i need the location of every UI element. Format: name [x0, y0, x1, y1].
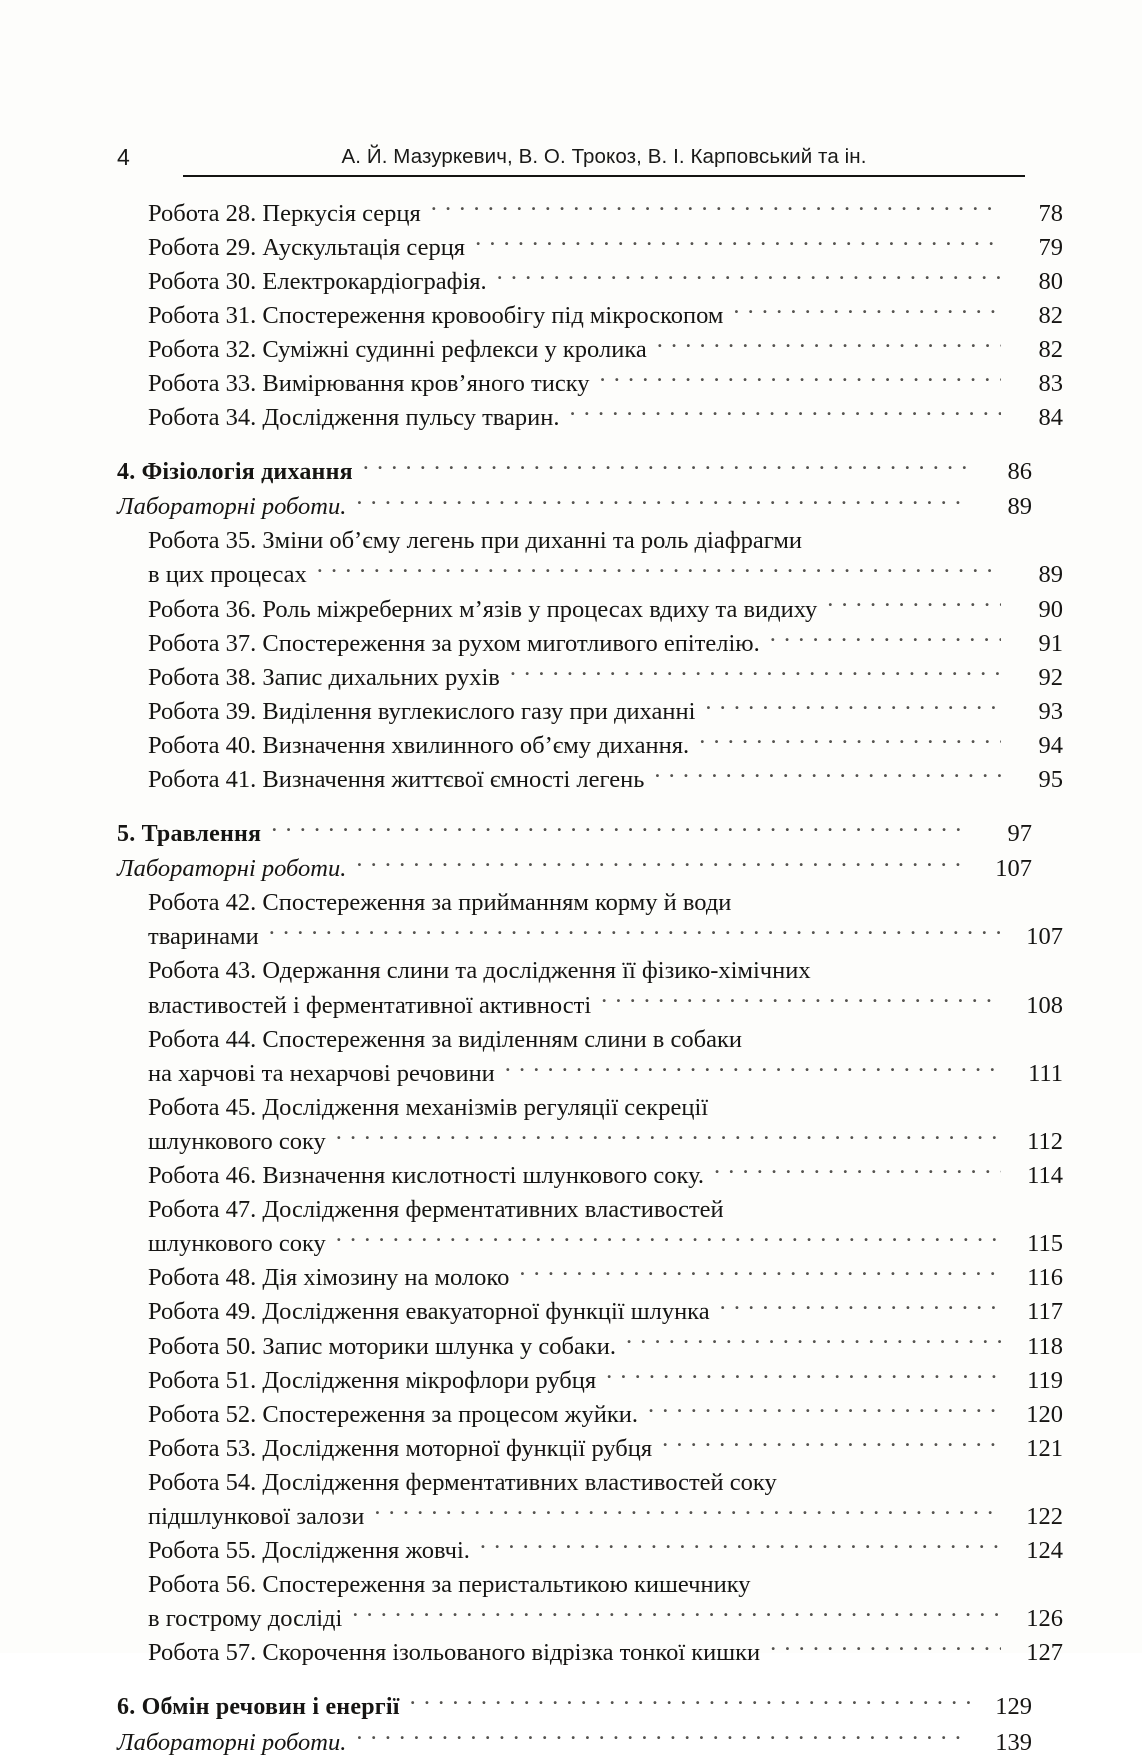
toc-leader-dots [356, 490, 970, 515]
toc-entry-label: Робота 56. Спостереження за перистальтикою кишечнику [148, 1571, 751, 1599]
toc-leader-dots [480, 1534, 1001, 1559]
toc-entry-label: Робота 42. Спостереження за прийманням корму й води [148, 889, 732, 917]
toc-entry-label: на харчові та нехарчові речовини [148, 1059, 495, 1087]
toc-entry-label: Робота 51. Дослідження мікрофлори рубця [148, 1366, 597, 1394]
toc-entry-page-number: 118 [1027, 1332, 1063, 1360]
toc-entry-page-number: 93 [1038, 697, 1063, 725]
toc-entry-page-number: 79 [1038, 233, 1063, 261]
toc-entry-label: Робота 40. Визначення хвилинного об’єму дихання. [148, 731, 690, 759]
toc-entry-page-number: 127 [1026, 1639, 1063, 1667]
toc-entry[interactable] [117, 1193, 1063, 1227]
toc-entry[interactable] [117, 524, 1063, 558]
toc-leader-dots [648, 1397, 1001, 1422]
toc-entry-page-number: 82 [1038, 301, 1063, 329]
toc-entry-label: Лабораторні роботи. [117, 493, 347, 521]
toc-entry-page-number: 117 [1027, 1298, 1063, 1326]
toc-entry[interactable] [117, 1261, 1063, 1295]
toc-leader-dots [812, 524, 1001, 549]
toc-entry-page-number: 92 [1038, 663, 1063, 691]
toc-subsection-entry[interactable] [117, 852, 1032, 886]
toc-entry-page-number: 126 [1026, 1605, 1063, 1633]
toc-section-entry[interactable] [117, 817, 1032, 852]
toc-leader-dots [734, 1193, 1001, 1218]
toc-leader-dots [356, 1725, 970, 1750]
toc-entry[interactable] [117, 264, 1063, 298]
toc-leader-dots [733, 298, 1001, 323]
toc-leader-dots [699, 728, 1001, 753]
toc-entry[interactable] [117, 196, 1063, 230]
toc-entry[interactable] [117, 954, 1063, 988]
toc-leader-dots [269, 920, 1001, 945]
toc-entry-label: Робота 44. Спостереження за виділенням слини в собаки [148, 1025, 742, 1053]
header-authors: А. Й. Мазуркевич, В. О. Трокоз, В. І. Карповський та ін. [341, 145, 867, 168]
toc-entry-continuation[interactable] [117, 1056, 1063, 1090]
toc-entry[interactable] [117, 626, 1063, 660]
toc-entry-continuation[interactable] [117, 1602, 1063, 1636]
toc-entry-page-number: 107 [1026, 923, 1063, 951]
toc-entry-label: 6. Обмін речовин і енергії [117, 1694, 400, 1721]
toc-entry-page-number: 129 [995, 1693, 1032, 1721]
toc-entry-label: Лабораторні роботи. [117, 1728, 347, 1756]
toc-entry[interactable] [117, 1568, 1063, 1602]
toc-entry[interactable] [117, 1363, 1063, 1397]
toc-entry[interactable] [117, 1022, 1063, 1056]
toc-leader-dots [410, 1690, 970, 1715]
toc-entry-label: Робота 46. Визначення кислотності шлункового соку. [148, 1162, 705, 1190]
toc-leader-dots [657, 332, 1001, 357]
toc-leader-dots [317, 558, 1001, 583]
toc-entry-page-number: 116 [1027, 1264, 1063, 1292]
toc-entry-label: Робота 33. Вимірювання кров’яного тиску [148, 369, 590, 397]
toc-entry-label: Робота 34. Дослідження пульсу тварин. [148, 404, 560, 432]
toc-entry[interactable] [117, 1465, 1063, 1499]
toc-leader-dots [770, 626, 1001, 651]
toc-leader-dots [271, 817, 970, 842]
section-spacer [117, 797, 1032, 817]
toc-leader-dots [519, 1261, 1001, 1286]
toc-entry[interactable] [117, 1397, 1063, 1431]
toc-entry-page-number: 86 [1007, 458, 1032, 486]
page-number: 4 [117, 144, 130, 170]
toc-leader-dots [761, 1568, 1001, 1593]
toc-entry-label: Робота 36. Роль міжреберних м’язів у процесах вдиху та видиху [148, 595, 818, 623]
toc-entry[interactable] [117, 763, 1063, 797]
toc-entry[interactable] [117, 694, 1063, 728]
toc-entry-page-number: 115 [1027, 1230, 1063, 1258]
toc-entry-label: Лабораторні роботи. [117, 855, 347, 883]
toc-leader-dots [787, 1465, 1001, 1490]
toc-entry-continuation[interactable] [117, 1499, 1063, 1533]
toc-entry-page-number: 84 [1038, 404, 1063, 432]
toc-entry[interactable] [117, 1329, 1063, 1363]
toc-entry-label: Робота 50. Запис моторики шлунка у собаки. [148, 1332, 616, 1360]
toc-leader-dots [352, 1602, 1001, 1627]
toc-entry-label: властивостей і ферментативної активності [148, 991, 592, 1019]
section-spacer [117, 1670, 1032, 1690]
section-spacer [117, 435, 1032, 455]
toc-entry-label: Робота 52. Спостереження за процесом жуйки. [148, 1400, 638, 1428]
toc-leader-dots [505, 1056, 1001, 1081]
toc-entry-continuation[interactable] [117, 988, 1063, 1022]
toc-entry-page-number: 114 [1027, 1162, 1063, 1190]
toc-entry-page-number: 120 [1026, 1400, 1063, 1428]
toc-leader-dots [475, 230, 1001, 255]
toc-leader-dots [626, 1329, 1001, 1354]
toc-leader-dots [662, 1431, 1001, 1456]
toc-leader-dots [606, 1363, 1001, 1388]
toc-entry[interactable] [117, 366, 1063, 400]
toc-leader-dots [752, 1022, 1001, 1047]
toc-entry-page-number: 107 [995, 855, 1032, 883]
toc-entry-page-number: 122 [1026, 1502, 1063, 1530]
toc-leader-dots [601, 988, 1001, 1013]
toc-leader-dots [356, 852, 970, 877]
toc-entry-label: в цих процесах [148, 561, 307, 589]
toc-entry-page-number: 108 [1026, 991, 1063, 1019]
toc-entry-label: Робота 53. Дослідження моторної функції рубця [148, 1434, 653, 1462]
toc-entry-label: Робота 55. Дослідження жовчі. [148, 1537, 470, 1565]
toc-entry-label: Робота 30. Електрокардіографія. [148, 267, 487, 295]
toc-entry-page-number: 95 [1038, 766, 1063, 793]
toc-entry[interactable] [117, 1159, 1063, 1193]
toc-entry-page-number: 121 [1026, 1434, 1063, 1462]
toc-entry-page-number: 89 [1007, 493, 1032, 521]
toc-entry[interactable] [117, 230, 1063, 264]
toc-entry-label: Робота 47. Дослідження ферментативних властивостей [148, 1196, 724, 1224]
toc-entry-label: Робота 31. Спостереження кровообігу під мікроскопом [148, 301, 724, 329]
toc-entry-page-number: 119 [1027, 1366, 1063, 1394]
toc-entry-page-number: 90 [1038, 595, 1063, 623]
toc-leader-dots [821, 954, 1001, 979]
toc-entry[interactable] [117, 1090, 1063, 1124]
toc-entry[interactable] [117, 660, 1063, 694]
toc-entry[interactable] [117, 1431, 1063, 1465]
toc-leader-dots [705, 694, 1001, 719]
toc-entry-label: Робота 39. Виділення вуглекислого газу при диханні [148, 697, 696, 725]
toc-entry-page-number: 97 [1007, 820, 1032, 848]
header-rule [183, 175, 1025, 177]
toc-leader-dots [374, 1499, 1001, 1524]
toc-leader-dots [497, 264, 1001, 289]
toc-leader-dots [336, 1124, 1001, 1149]
toc-entry-label: Робота 43. Одержання слини та дослідження її фізико-хімічних [148, 957, 811, 985]
toc-entry-label: Робота 29. Аускультація серця [148, 233, 466, 261]
toc-entry-label: Робота 35. Зміни об’єму легень при диханні та роль діафрагми [148, 527, 803, 555]
toc-leader-dots [718, 1090, 1001, 1115]
toc-entry-page-number: 139 [995, 1728, 1032, 1756]
toc-leader-dots [336, 1227, 1001, 1252]
toc-entry-page-number: 112 [1027, 1127, 1063, 1155]
toc-entry-continuation[interactable] [117, 1227, 1063, 1261]
toc-entry-label: Робота 37. Спостереження за рухом миготливого епітелію. [148, 629, 760, 657]
toc-leader-dots [720, 1295, 1001, 1320]
toc-entry-label: Робота 41. Визначення життєвої ємності легень [148, 766, 645, 793]
toc-entry-continuation[interactable] [117, 1124, 1063, 1158]
toc-entry[interactable] [117, 1534, 1063, 1568]
toc-leader-dots [363, 455, 970, 480]
toc-entry-label: підшлункової залози [148, 1502, 365, 1530]
toc-entry-label: Робота 54. Дослідження ферментативних властивостей соку [148, 1468, 777, 1496]
toc-subsection-entry[interactable] [117, 490, 1032, 524]
toc-entry-label: 4. Фізіологія дихання [117, 459, 353, 486]
toc-entry-label: 5. Травлення [117, 821, 262, 848]
toc-entry[interactable] [117, 298, 1063, 332]
toc-entry-page-number: 83 [1038, 369, 1063, 397]
toc-leader-dots [570, 401, 1002, 426]
running-head [117, 142, 1025, 182]
toc-entry-continuation[interactable] [117, 920, 1063, 954]
toc-entry[interactable] [117, 332, 1063, 366]
toc-entry-label: Робота 45. Дослідження механізмів регуляції секреції [148, 1093, 709, 1121]
toc-entry-label: шлункового соку [148, 1127, 326, 1155]
toc-subsection-entry[interactable] [117, 1725, 1032, 1759]
toc-leader-dots [714, 1159, 1001, 1184]
toc-entry-page-number: 111 [1028, 1059, 1063, 1087]
toc-leader-dots [741, 886, 1001, 911]
toc-entry-page-number: 82 [1038, 335, 1063, 363]
toc-entry-label: в гострому досліді [148, 1605, 343, 1633]
toc-leader-dots [654, 763, 1001, 788]
toc-entry-label: Робота 49. Дослідження евакуаторної функції шлунка [148, 1298, 710, 1326]
toc-entry-label: Робота 28. Перкусія серця [148, 199, 421, 227]
toc-entry-label: Робота 38. Запис дихальних рухів [148, 663, 500, 691]
toc-entry[interactable] [117, 592, 1063, 626]
toc-entry-label: Робота 57. Скорочення ізольованого відрізка тонкої кишки [148, 1639, 761, 1667]
toc-leader-dots [770, 1636, 1001, 1661]
toc-entry-continuation[interactable] [117, 558, 1063, 592]
toc-leader-dots [510, 660, 1001, 685]
toc-entry[interactable] [117, 401, 1063, 435]
toc-entry-page-number: 94 [1038, 731, 1063, 759]
toc-entry[interactable] [117, 728, 1063, 762]
toc-section-entry[interactable] [117, 1690, 1032, 1725]
toc-entry-page-number: 78 [1038, 199, 1063, 227]
toc-entry-page-number: 89 [1038, 561, 1063, 589]
toc-leader-dots [431, 196, 1001, 221]
toc-entry[interactable] [117, 886, 1063, 920]
toc-leader-dots [600, 366, 1001, 391]
toc-entry-label: шлункового соку [148, 1230, 326, 1258]
toc-entry-label: тваринами [148, 923, 259, 951]
toc-entry-page-number: 80 [1038, 267, 1063, 295]
toc-entry[interactable] [117, 1295, 1063, 1329]
toc-entry-label: Робота 32. Суміжні судинні рефлекси у кролика [148, 335, 647, 363]
table-of-contents [117, 196, 1063, 1759]
toc-entry-page-number: 91 [1038, 629, 1063, 657]
toc-leader-dots [827, 592, 1001, 617]
toc-entry-label: Робота 48. Дія хімозину на молоко [148, 1264, 510, 1292]
toc-section-entry[interactable] [117, 455, 1032, 490]
toc-entry-page-number: 124 [1026, 1537, 1063, 1565]
